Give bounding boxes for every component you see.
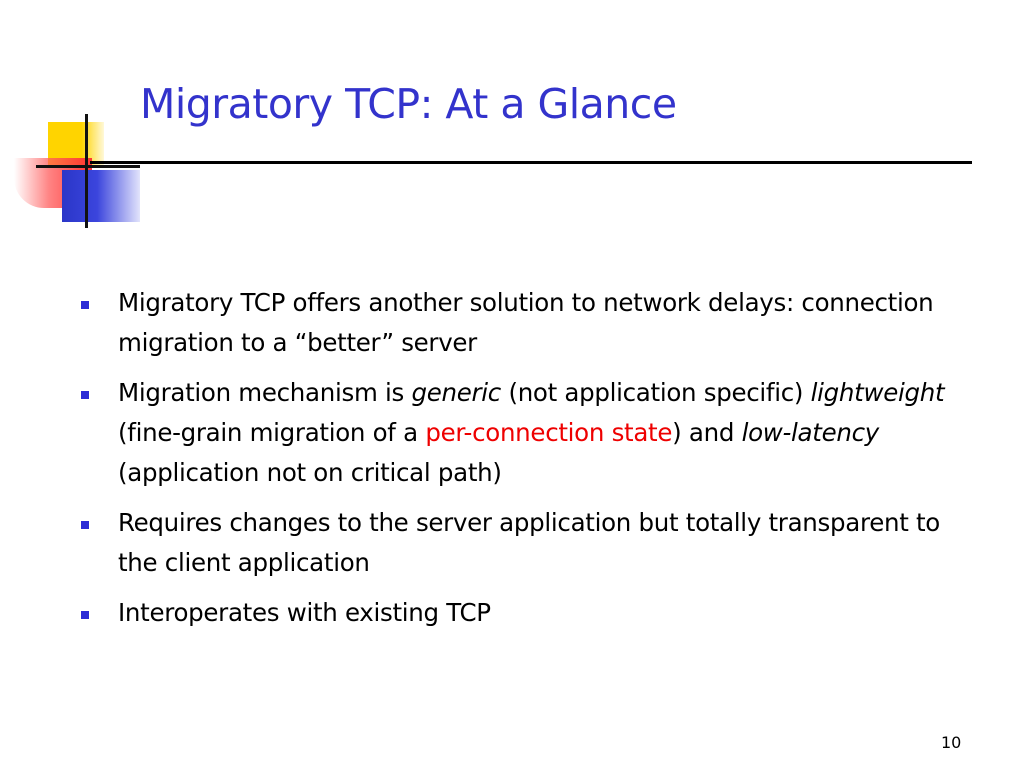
bullet-item-4 [80, 593, 980, 633]
emphasis-low-latency: low-latency [741, 418, 879, 447]
bullet-text-2-part-5: (application not on critical path) [118, 458, 502, 487]
emphasis-generic: generic [411, 378, 501, 407]
bullet-text-2-part-1: Migration mechanism is [118, 378, 412, 407]
bullet-marker-icon [81, 521, 89, 529]
bullet-marker-icon [81, 301, 89, 309]
slide-title: Migratory TCP: At a Glance [140, 80, 677, 128]
emphasis-lightweight: lightweight [810, 378, 945, 407]
bullet-item-3 [80, 503, 980, 583]
bullet-item-1 [80, 283, 980, 363]
bullet-item-2 [80, 373, 980, 493]
bullet-text-2-part-4: ) and [672, 418, 742, 447]
bullet-marker-icon [81, 391, 89, 399]
bullet-list [80, 283, 980, 643]
bullet-text-2-part-3: (fine-grain migration of a [118, 418, 426, 447]
title-divider [90, 161, 972, 164]
bullet-text-3: Requires changes to the server application but totally transparent to the client application [118, 508, 940, 577]
logo-vertical-line [85, 114, 88, 228]
squares-crosshair-logo-icon [0, 100, 150, 230]
highlight-per-connection-state: per-connection state [425, 418, 673, 447]
logo-blue-square [62, 170, 140, 222]
bullet-text-4: Interoperates with existing TCP [118, 598, 491, 627]
bullet-text-2-part-2: (not application specific) [500, 378, 811, 407]
page-number: 10 [941, 733, 962, 752]
logo-horizontal-line [36, 165, 140, 168]
bullet-text-1: Migratory TCP offers another solution to network delays: connection migration to a “better” server [118, 288, 934, 357]
bullet-marker-icon [81, 611, 89, 619]
